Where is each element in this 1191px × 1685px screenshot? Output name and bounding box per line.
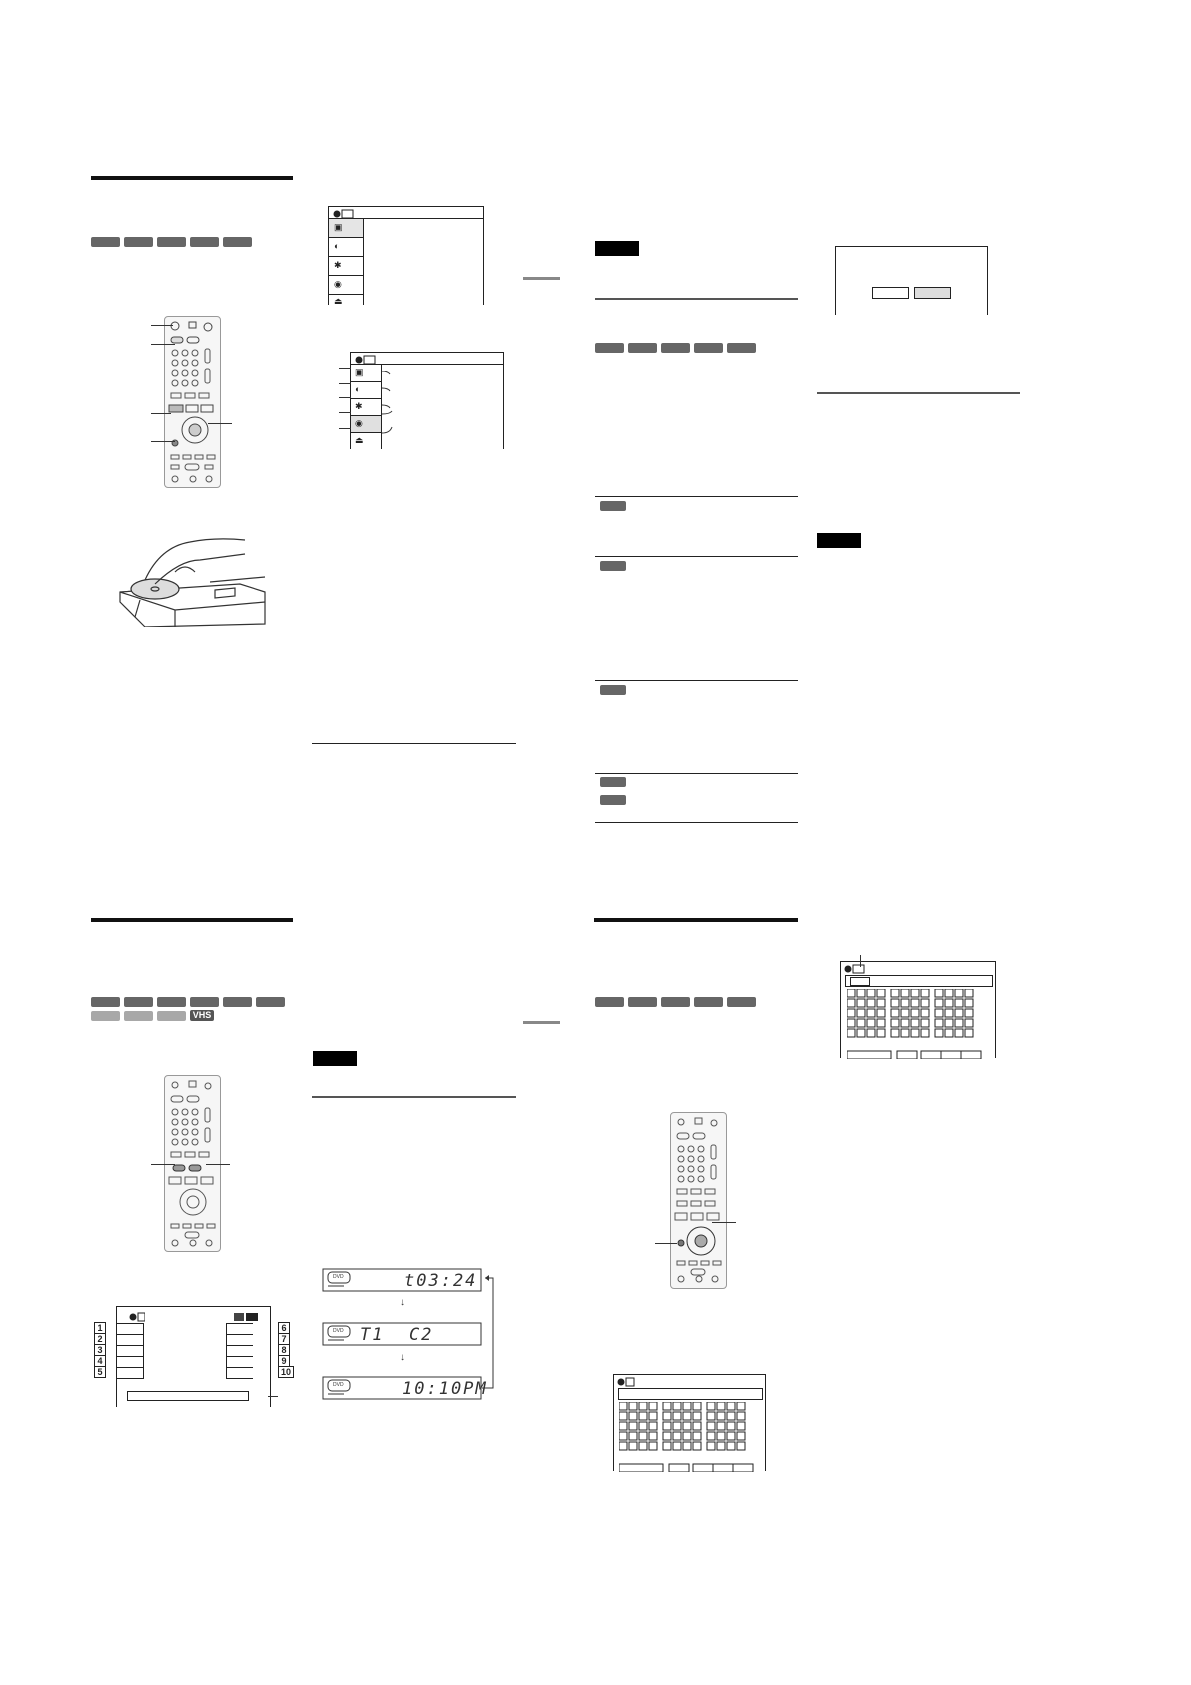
keyboard-key bbox=[737, 1432, 745, 1440]
remote-buttons-icon bbox=[671, 1113, 726, 1288]
keyboard-key bbox=[935, 989, 943, 997]
keyboard-key bbox=[727, 1432, 735, 1440]
keyboard-key bbox=[737, 1422, 745, 1430]
section-divider bbox=[595, 298, 798, 300]
table-row-divider bbox=[595, 822, 798, 823]
audio-icon: ◐ bbox=[334, 241, 340, 251]
callout-line bbox=[655, 1243, 677, 1244]
display-readout-2: T1 C2 bbox=[360, 1325, 434, 1345]
section-rule bbox=[91, 918, 293, 922]
keyboard-key bbox=[857, 1009, 865, 1017]
callout-line bbox=[712, 1222, 736, 1223]
display-readout-icon bbox=[323, 1269, 481, 1291]
keyboard-key bbox=[629, 1402, 637, 1410]
keyboard-key bbox=[629, 1432, 637, 1440]
keyboard-key bbox=[639, 1432, 647, 1440]
svg-text:DVD: DVD bbox=[333, 1382, 344, 1388]
keyboard-key bbox=[857, 1019, 865, 1027]
keyboard-key bbox=[619, 1422, 627, 1430]
keyboard-key bbox=[707, 1422, 715, 1430]
remote-control-illustration bbox=[670, 1112, 727, 1289]
keyboard-key bbox=[649, 1442, 657, 1450]
keyboard-key bbox=[683, 1412, 691, 1420]
disc-type-badge bbox=[600, 501, 626, 511]
keyboard-key bbox=[663, 1412, 671, 1420]
keyboard-key bbox=[867, 1009, 875, 1017]
keyboard-key bbox=[965, 1019, 973, 1027]
keyboard-key bbox=[877, 989, 885, 997]
toolbox-icon: ⏏ bbox=[355, 435, 364, 445]
keyboard-key bbox=[867, 1019, 875, 1027]
callout-line bbox=[268, 1396, 278, 1397]
keyboard-key bbox=[945, 989, 953, 997]
keyboard-key bbox=[717, 1432, 725, 1440]
keyboard-key bbox=[955, 1029, 963, 1037]
remote-control-illustration bbox=[164, 316, 221, 488]
cycle-arrow-icon bbox=[482, 1278, 493, 1388]
keyboard-key bbox=[717, 1412, 725, 1420]
keyboard-key bbox=[955, 1019, 963, 1027]
callout-line bbox=[339, 368, 351, 369]
keyboard-key bbox=[877, 1019, 885, 1027]
keyboard-key bbox=[877, 1009, 885, 1017]
keyboard-key bbox=[877, 999, 885, 1007]
keyboard-key bbox=[707, 1412, 715, 1420]
keyboard-key bbox=[693, 1402, 701, 1410]
keyboard-key bbox=[847, 1019, 855, 1027]
keyboard-key bbox=[693, 1422, 701, 1430]
keyboard-key bbox=[965, 989, 973, 997]
person-icon: ✱ bbox=[355, 401, 363, 411]
keyboard-key bbox=[639, 1402, 647, 1410]
keyboard-key bbox=[911, 1019, 919, 1027]
callout-line bbox=[860, 955, 861, 967]
keyboard-key bbox=[649, 1402, 657, 1410]
keyboard-key bbox=[935, 1009, 943, 1017]
keyboard-key bbox=[867, 989, 875, 997]
keyboard-key bbox=[891, 1029, 899, 1037]
section-rule bbox=[91, 176, 293, 180]
table-row-divider bbox=[595, 773, 798, 774]
keyboard-key bbox=[707, 1402, 715, 1410]
keyboard-key bbox=[847, 999, 855, 1007]
audio-icon: ◐ bbox=[355, 384, 361, 394]
callout-line bbox=[151, 441, 175, 442]
disc-type-badge bbox=[600, 777, 626, 787]
keyboard-key bbox=[629, 1412, 637, 1420]
keyboard-key bbox=[891, 1019, 899, 1027]
keyboard-key bbox=[867, 999, 875, 1007]
keyboard-key bbox=[683, 1432, 691, 1440]
keyboard-key bbox=[693, 1442, 701, 1450]
section-rule bbox=[594, 918, 798, 922]
setup-menu-screen bbox=[350, 352, 504, 449]
keyboard-key bbox=[649, 1412, 657, 1420]
keyboard-key bbox=[945, 999, 953, 1007]
keyboard-key bbox=[673, 1432, 681, 1440]
dialog-option-button-selected[interactable] bbox=[914, 287, 951, 299]
keyboard-key bbox=[921, 1019, 929, 1027]
keyboard-key bbox=[901, 989, 909, 997]
callout-line bbox=[151, 1164, 175, 1165]
keyboard-input-screen bbox=[840, 961, 996, 1058]
keyboard-key bbox=[663, 1442, 671, 1450]
keyboard-key bbox=[673, 1412, 681, 1420]
keyboard-key bbox=[663, 1432, 671, 1440]
settings-icon: ◉ bbox=[334, 279, 342, 289]
callout-line bbox=[208, 423, 232, 424]
keyboard-key bbox=[663, 1422, 671, 1430]
svg-text:DVD: DVD bbox=[333, 1274, 344, 1280]
keyboard-key bbox=[727, 1412, 735, 1420]
keyboard-key bbox=[673, 1442, 681, 1450]
keyboard-key bbox=[911, 999, 919, 1007]
keyboard-input-screen bbox=[613, 1374, 766, 1471]
notes-label-box bbox=[595, 241, 639, 256]
keyboard-key bbox=[683, 1442, 691, 1450]
toolbox-icon: ⏏ bbox=[334, 296, 343, 306]
keyboard-key bbox=[857, 1029, 865, 1037]
keyboard-key bbox=[847, 1029, 855, 1037]
keyboard-key bbox=[955, 999, 963, 1007]
keyboard-key bbox=[693, 1432, 701, 1440]
keyboard-key bbox=[945, 1019, 953, 1027]
display-readout-icon bbox=[323, 1323, 481, 1345]
keyboard-key bbox=[965, 999, 973, 1007]
keyboard-key bbox=[737, 1412, 745, 1420]
keyboard-key bbox=[663, 1402, 671, 1410]
keyboard-key bbox=[737, 1402, 745, 1410]
callout-line bbox=[339, 428, 351, 429]
table-row-divider bbox=[595, 556, 798, 557]
page-tab-marker bbox=[523, 1021, 560, 1024]
keyboard-key bbox=[639, 1442, 647, 1450]
person-icon: ✱ bbox=[334, 260, 342, 270]
setup-menu-screen bbox=[328, 206, 484, 305]
remote-buttons-icon bbox=[165, 317, 220, 487]
callout-line bbox=[151, 413, 171, 414]
keyboard-key bbox=[921, 1029, 929, 1037]
keyboard-key bbox=[857, 989, 865, 997]
keyboard-key bbox=[717, 1402, 725, 1410]
keyboard-key bbox=[901, 999, 909, 1007]
keyboard-key bbox=[935, 999, 943, 1007]
keyboard-key bbox=[921, 999, 929, 1007]
table-row-divider bbox=[595, 496, 798, 497]
disc-type-badge bbox=[600, 685, 626, 695]
keyboard-key bbox=[955, 1009, 963, 1017]
keyboard-key bbox=[857, 999, 865, 1007]
keyboard-key bbox=[629, 1422, 637, 1430]
section-divider bbox=[817, 392, 1020, 394]
disc-type-badge bbox=[600, 561, 626, 571]
display-readout-3: 10:10PM bbox=[402, 1379, 488, 1399]
keyboard-key bbox=[619, 1432, 627, 1440]
display-readout-1: t03:24 bbox=[404, 1271, 478, 1291]
keyboard-key bbox=[891, 1009, 899, 1017]
keyboard-key bbox=[649, 1422, 657, 1430]
keyboard-key bbox=[683, 1402, 691, 1410]
video-icon: ▣ bbox=[355, 367, 364, 377]
keyboard-grid-icon bbox=[847, 989, 992, 1059]
keyboard-key bbox=[847, 989, 855, 997]
keyboard-key bbox=[921, 989, 929, 997]
front-panel-display-sequence bbox=[322, 1265, 507, 1410]
keyboard-key bbox=[683, 1422, 691, 1430]
dialog-option-button[interactable] bbox=[872, 287, 909, 299]
bracket-lines bbox=[382, 371, 402, 441]
keyboard-key bbox=[727, 1402, 735, 1410]
keyboard-key bbox=[707, 1442, 715, 1450]
keyboard-key bbox=[717, 1442, 725, 1450]
callout-line bbox=[339, 412, 351, 413]
keyboard-key bbox=[727, 1422, 735, 1430]
signal-icon bbox=[234, 1312, 258, 1322]
svg-text:DVD: DVD bbox=[333, 1328, 344, 1334]
page-tab-marker bbox=[523, 277, 560, 280]
keyboard-key bbox=[693, 1412, 701, 1420]
keyboard-key bbox=[619, 1402, 627, 1410]
arrow-down-icon: ↓ bbox=[400, 1352, 405, 1363]
keyboard-key bbox=[619, 1442, 627, 1450]
keyboard-key bbox=[911, 1009, 919, 1017]
callout-line bbox=[151, 325, 173, 326]
callout-line bbox=[339, 397, 351, 398]
keyboard-key bbox=[965, 1009, 973, 1017]
keyboard-key bbox=[639, 1422, 647, 1430]
keyboard-key bbox=[877, 1029, 885, 1037]
keyboard-key bbox=[911, 989, 919, 997]
disc-type-badge bbox=[600, 795, 626, 805]
keyboard-key bbox=[921, 1009, 929, 1017]
display-readout-icon bbox=[323, 1377, 488, 1399]
on-screen-display-diagram bbox=[116, 1306, 271, 1407]
disc-tray-icon bbox=[115, 532, 270, 627]
keyboard-key bbox=[891, 989, 899, 997]
keyboard-key bbox=[911, 1029, 919, 1037]
disc-icon bbox=[129, 1312, 145, 1322]
notes-label-box bbox=[313, 1051, 357, 1066]
keyboard-key bbox=[619, 1412, 627, 1420]
confirm-dialog bbox=[835, 246, 988, 315]
arrow-down-icon: ↓ bbox=[400, 1297, 405, 1308]
video-icon: ▣ bbox=[334, 222, 343, 232]
callout-line bbox=[206, 1164, 230, 1165]
keyboard-key bbox=[737, 1442, 745, 1450]
keyboard-key bbox=[717, 1422, 725, 1430]
keyboard-key bbox=[945, 1029, 953, 1037]
disc-icon bbox=[844, 964, 866, 974]
keyboard-key bbox=[891, 999, 899, 1007]
keyboard-key bbox=[867, 1029, 875, 1037]
keyboard-key bbox=[955, 989, 963, 997]
keyboard-key bbox=[727, 1442, 735, 1450]
keyboard-key bbox=[649, 1432, 657, 1440]
section-divider bbox=[312, 1096, 516, 1098]
disc-icon bbox=[617, 1377, 635, 1387]
keyboard-key bbox=[935, 1019, 943, 1027]
keyboard-key bbox=[901, 1009, 909, 1017]
keyboard-key bbox=[629, 1442, 637, 1450]
settings-icon: ◉ bbox=[355, 418, 363, 428]
keyboard-key bbox=[935, 1029, 943, 1037]
keyboard-key bbox=[639, 1412, 647, 1420]
keyboard-key bbox=[673, 1402, 681, 1410]
keyboard-grid-icon bbox=[619, 1402, 759, 1472]
section-divider bbox=[312, 743, 516, 744]
keyboard-key bbox=[673, 1422, 681, 1430]
keyboard-key bbox=[965, 1029, 973, 1037]
table-row-divider bbox=[595, 680, 798, 681]
notes-label-box bbox=[817, 533, 861, 548]
keyboard-key bbox=[847, 1009, 855, 1017]
callout-line bbox=[151, 344, 175, 345]
keyboard-key bbox=[901, 1029, 909, 1037]
keyboard-key bbox=[945, 1009, 953, 1017]
keyboard-key bbox=[707, 1432, 715, 1440]
keyboard-key bbox=[901, 1019, 909, 1027]
callout-line bbox=[339, 383, 351, 384]
